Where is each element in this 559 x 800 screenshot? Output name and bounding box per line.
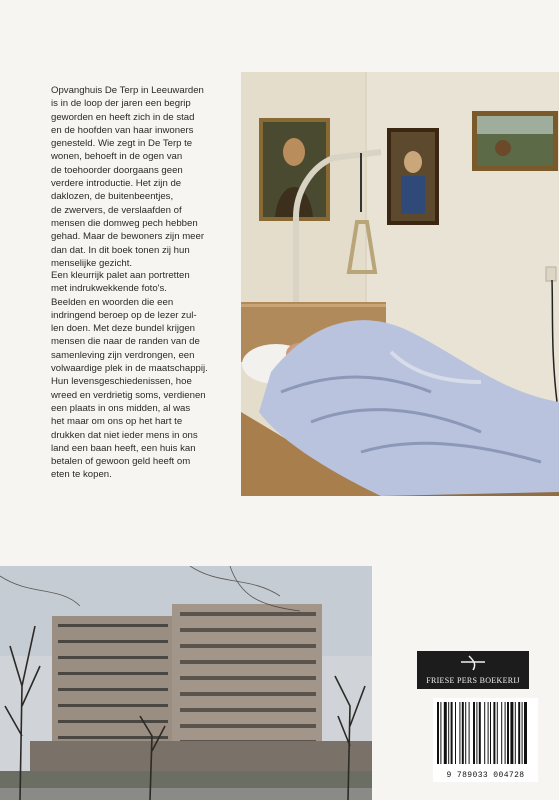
barcode-number: 9 789033 004728 [446,771,525,780]
publisher-mark-icon [459,654,487,672]
building-photo [0,566,372,800]
blurb-paragraph-1: Opvanghuis De Terp in Leeuwarden is in de loop der jaren een begrip geworden en heeft zich in de stad en de hoofden van haar inwoners genesteld. Wie zegt in De Terp te wonen, behoeft in de ogen van de toehoorder doorgaans geen verdere introductie. Het zijn de daklozen, de buitenbeentjes, de zwervers, de verslaafden of mensen die domweg pech hebben gehad. Maar de bewoners zijn meer dan dat. In dit boek tonen zij hun menselijke gezicht. [51,85,205,269]
barcode-bars-icon [433,698,538,768]
isbn-barcode [433,698,538,782]
bedroom-photo [241,72,559,496]
publisher-logo [417,651,529,689]
blurb-paragraph-2: Een kleurrijk palet aan portretten met indrukwekkende foto's. Beelden en woorden die een indringend beroep op de lezer zul- len doen. Met deze bundel krijgen mensen die naar de randen van de samenleving zijn verdrongen, een volwaardige plek in de maatschappij. Hun levensgeschiedenissen, hoe wreed en verdrietig soms, verdienen een plaats in ons midden, al was het maar om ons op het hart te drukken dat niet ieder mens in ons land een baan heeft, een huis kan betalen of gewoon geld heeft om eten te kopen. [51,270,208,481]
publisher-name: FRIESE PERS BOEKERIJ [426,676,520,685]
